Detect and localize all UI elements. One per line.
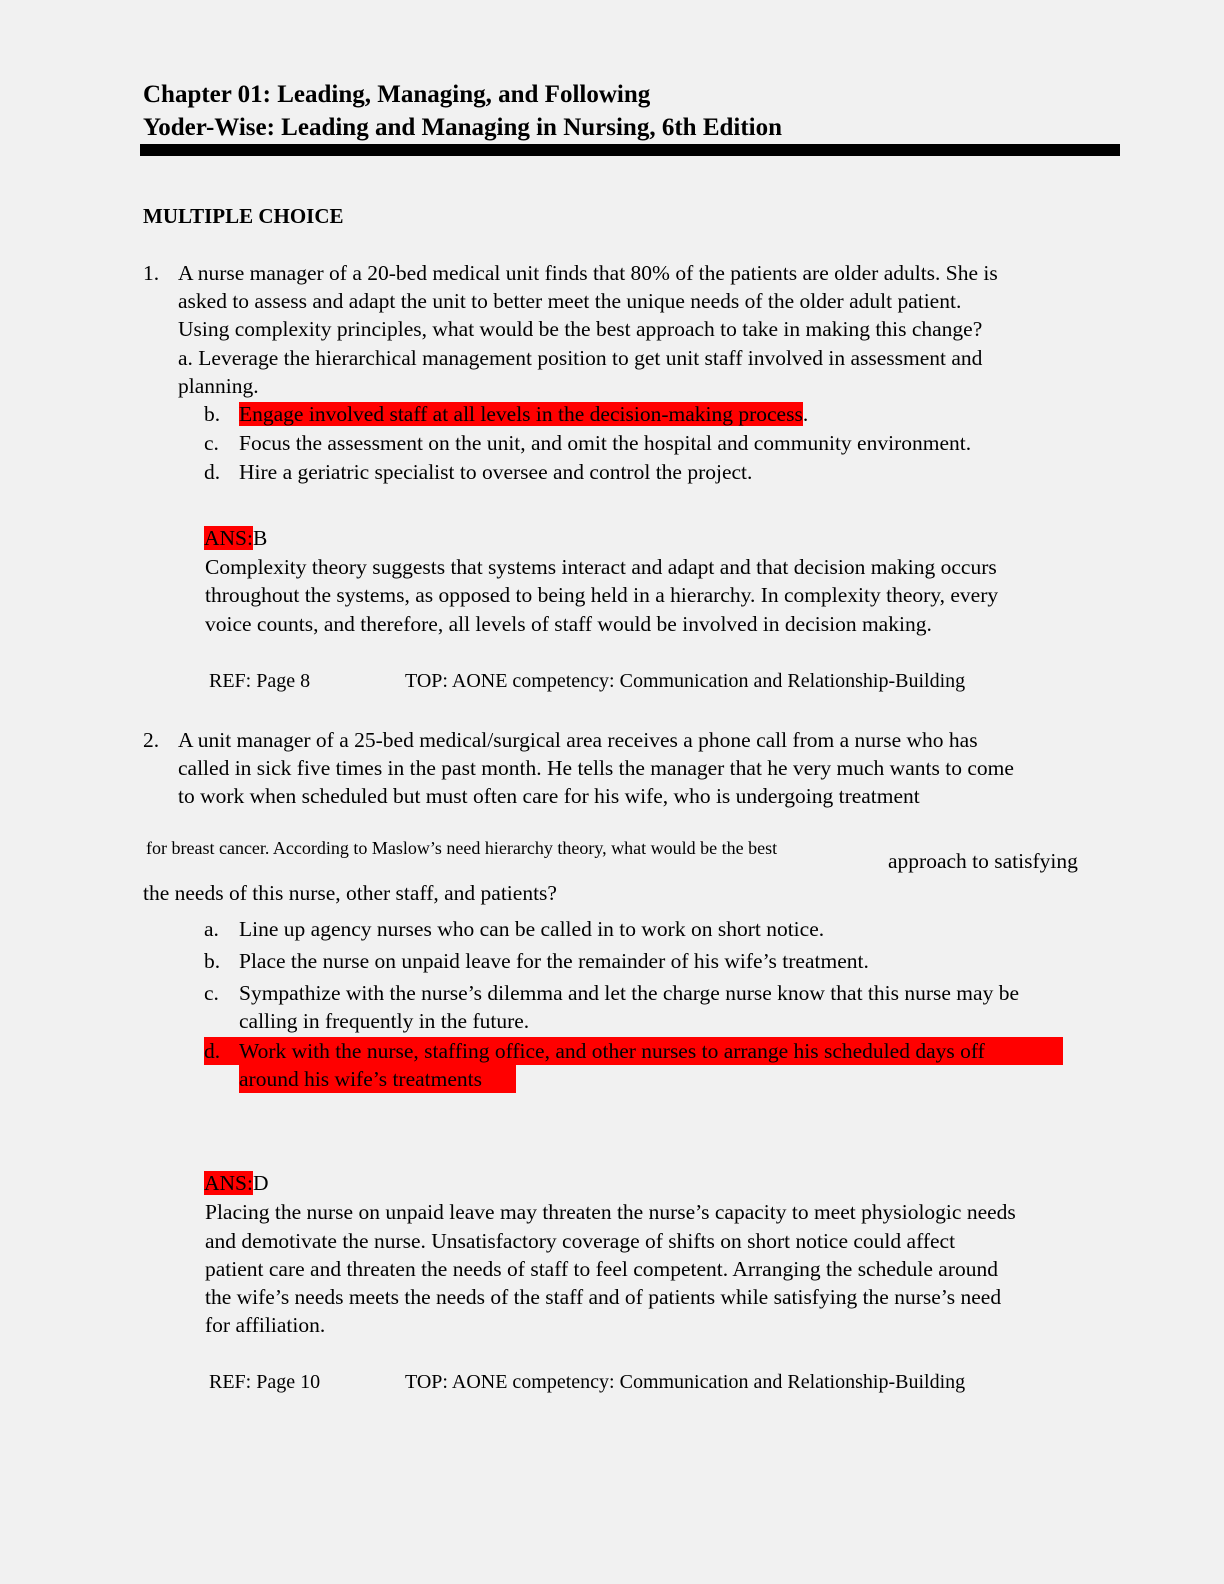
question-stem-line: the needs of this nurse, other staff, and patients? — [143, 881, 557, 905]
rationale-line: for affiliation. — [205, 1313, 326, 1337]
option-d: Work with the nurse, staffing office, and other nurses to arrange his scheduled days off — [239, 1037, 1063, 1065]
question-stem-line: asked to assess and adapt the unit to better meet the unique needs of the older adult patient. — [178, 289, 962, 313]
option-suffix: . — [802, 402, 809, 426]
option-a-cont: planning. — [178, 374, 259, 398]
rationale-line: voice counts, and therefore, all levels of staff would be involved in decision making. — [205, 612, 932, 636]
question-stem-line: A nurse manager of a 20-bed medical unit finds that 80% of the patients are older adults. She is — [178, 261, 998, 285]
rationale-line: throughout the systems, as opposed to being held in a hierarchy. In complexity theory, every — [205, 583, 999, 607]
option-letter: a. — [178, 346, 193, 370]
topic: TOP: AONE competency: Communication and Relationship-Building — [405, 1371, 966, 1393]
option-c-cont: calling in frequently in the future. — [239, 1009, 530, 1033]
rationale-line: and demotivate the nurse. Unsatisfactory coverage of shifts on short notice could affect — [205, 1229, 956, 1253]
option-a — [178, 344, 982, 372]
question-stem-line: A unit manager of a 25-bed medical/surgical area receives a phone call from a nurse who has — [178, 728, 978, 752]
option-a: Line up agency nurses who can be called in to work on short notice. — [239, 917, 825, 941]
option-b-letter: b. — [204, 402, 221, 426]
option-a-letter: a. — [204, 917, 219, 941]
option-d-cont: around his wife’s treatments — [239, 1065, 516, 1093]
answer-label: ANS: — [204, 1171, 253, 1195]
book-title: Yoder-Wise: Leading and Managing in Nursing, 6th Edition — [143, 114, 783, 141]
question-stem-line: Using complexity principles, what would be the best approach to take in making this change? — [178, 317, 983, 341]
reference: REF: Page 10 — [209, 1371, 321, 1393]
option-b-letter: b. — [204, 949, 221, 973]
option-d: Hire a geriatric specialist to oversee and control the project. — [239, 460, 753, 484]
question-stem-line: called in sick five times in the past month. He tells the manager that he very much wants to come — [178, 756, 1014, 780]
question-stem-line: approach to satisfying — [888, 849, 1078, 873]
option-b — [239, 400, 808, 428]
option-c-letter: c. — [204, 981, 219, 1005]
rationale-line: patient care and threaten the needs of staff to feel competent. Arranging the schedule around — [205, 1257, 998, 1281]
option-d-letter: d. — [204, 1037, 239, 1065]
answer-label: ANS: — [204, 526, 253, 550]
option-c-letter: c. — [204, 431, 219, 455]
rationale-line: the wife’s needs meets the needs of the staff and of patients while satisfying the nurse’s need — [205, 1285, 1002, 1309]
option-d-letter: d. — [204, 460, 221, 484]
option-text: Leverage the hierarchical management position to get unit staff involved in assessment and — [198, 346, 983, 370]
question-stem-line: to work when scheduled but must often care for his wife, who is undergoing treatment — [178, 784, 920, 808]
correct-answer-highlight: Engage involved staff at all levels in the decision-making process — [239, 402, 803, 426]
topic: TOP: AONE competency: Communication and Relationship-Building — [405, 670, 966, 692]
rationale-line: Placing the nurse on unpaid leave may threaten the nurse’s capacity to meet physiologic needs — [205, 1200, 1016, 1224]
answer-value: D — [252, 1171, 269, 1195]
section-title: MULTIPLE CHOICE — [143, 204, 344, 228]
question-stem-line: for breast cancer. According to Maslow’s need hierarchy theory, what would be the best — [146, 838, 778, 858]
option-c: Sympathize with the nurse’s dilemma and let the charge nurse know that this nurse may be — [239, 981, 1019, 1005]
question-number: 2. — [143, 728, 160, 752]
header-rule — [140, 144, 1120, 156]
rationale-line: Complexity theory suggests that systems interact and adapt and that decision making occurs — [205, 555, 997, 579]
reference: REF: Page 8 — [209, 670, 311, 692]
answer-value: B — [252, 526, 268, 550]
question-number: 1. — [143, 261, 160, 285]
option-c: Focus the assessment on the unit, and omit the hospital and community environment. — [239, 431, 972, 455]
answer — [204, 524, 267, 552]
option-b: Place the nurse on unpaid leave for the remainder of his wife’s treatment. — [239, 949, 869, 973]
answer — [204, 1169, 269, 1197]
chapter-title: Chapter 01: Leading, Managing, and Following — [143, 81, 651, 108]
